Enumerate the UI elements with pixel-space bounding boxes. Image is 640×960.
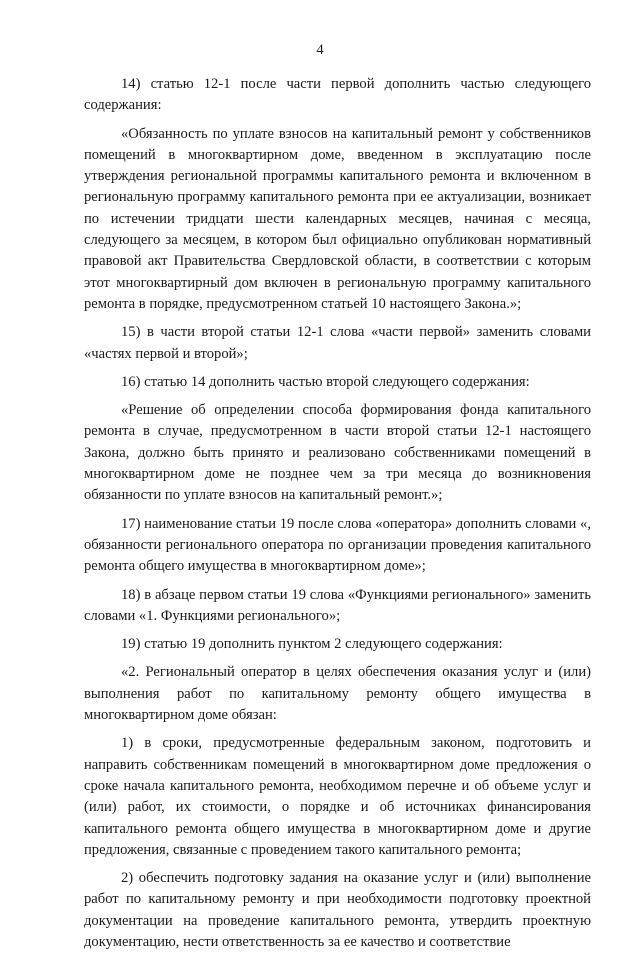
paragraph-item-15: 15) в части второй статьи 12-1 слова «части первой» заменить словами «частях первой и второй»;	[84, 324, 591, 362]
paragraph-item-16: 16) статью 14 дополнить частью второй следующего содержания:	[121, 373, 530, 390]
paragraph-item-18: 18) в абзаце первом статьи 19 слова «Функциями регионального» заменить словами «1. Функциями регионального»;	[84, 586, 591, 624]
paragraph-quote-point-2: «2. Региональный оператор в целях обеспечения оказания услуг и (или) выполнения работ по капитальному ремонту общего имущества в многоквартирном доме обязан:	[84, 664, 591, 724]
paragraph-subpoint-1: 1) в сроки, предусмотренные федеральным законом, подготовить и направить собственникам помещений в многоквартирном доме предложения о сроке начала капитального ремонта, необходимом перечне и об объеме услуг и (или) работ, их стоимости, о порядке и об источниках финансирования капитального ремонта общего имущества в многоквартирном доме и другие предложения, связанные с проведением такого капитального ремонта;	[84, 735, 591, 858]
paragraph-item-14: 14) статью 12-1 после части первой дополнить частью следующего содержания:	[84, 76, 591, 114]
paragraph-quote-article-12-1: «Обязанность по уплате взносов на капитальный ремонт у собственников помещений в многоквартирном доме, введенном в эксплуатацию после утверждения региональной программы капитального ремонта и включенном в региональную программу капитального ремонта при ее актуализации, возникает по истечении тридцати шести календарных месяцев, начиная с месяца, следующего за месяцем, в котором был официально опубликован нормативный правовой акт Правительства Свердловской области, в соответствии с которым этот многоквартирный дом включен в региональную программу капитального ремонта в порядке, предусмотренном статьей 10 настоящего Закона.»;	[84, 125, 591, 312]
paragraph-item-17: 17) наименование статьи 19 после слова «оператора» дополнить словами «, обязанности регионального оператора по организации проведения капитального ремонта общего имущества в многоквартирном доме»;	[84, 515, 591, 575]
paragraph-quote-article-14: «Решение об определении способа формирования фонда капитального ремонта в случае, предусмотренном в части второй статьи 12-1 настоящего Закона, должно быть принято и реализовано собственниками помещений в многоквартирном доме не позднее чем за три месяца до возникновения обязанности по уплате взносов на капитальный ремонт.»;	[84, 402, 591, 504]
page-number: 4	[316, 42, 324, 58]
paragraph-subpoint-2: 2) обеспечить подготовку задания на оказание услуг и (или) выполнение работ по капитальному ремонту и при необходимости подготовку проектной документации на проведение капитального ремонта, утвердить проектную документацию, нести ответственность за ее качество и соответствие	[84, 870, 591, 950]
paragraph-item-19: 19) статью 19 дополнить пунктом 2 следующего содержания:	[121, 636, 503, 653]
document-body	[84, 74, 591, 960]
